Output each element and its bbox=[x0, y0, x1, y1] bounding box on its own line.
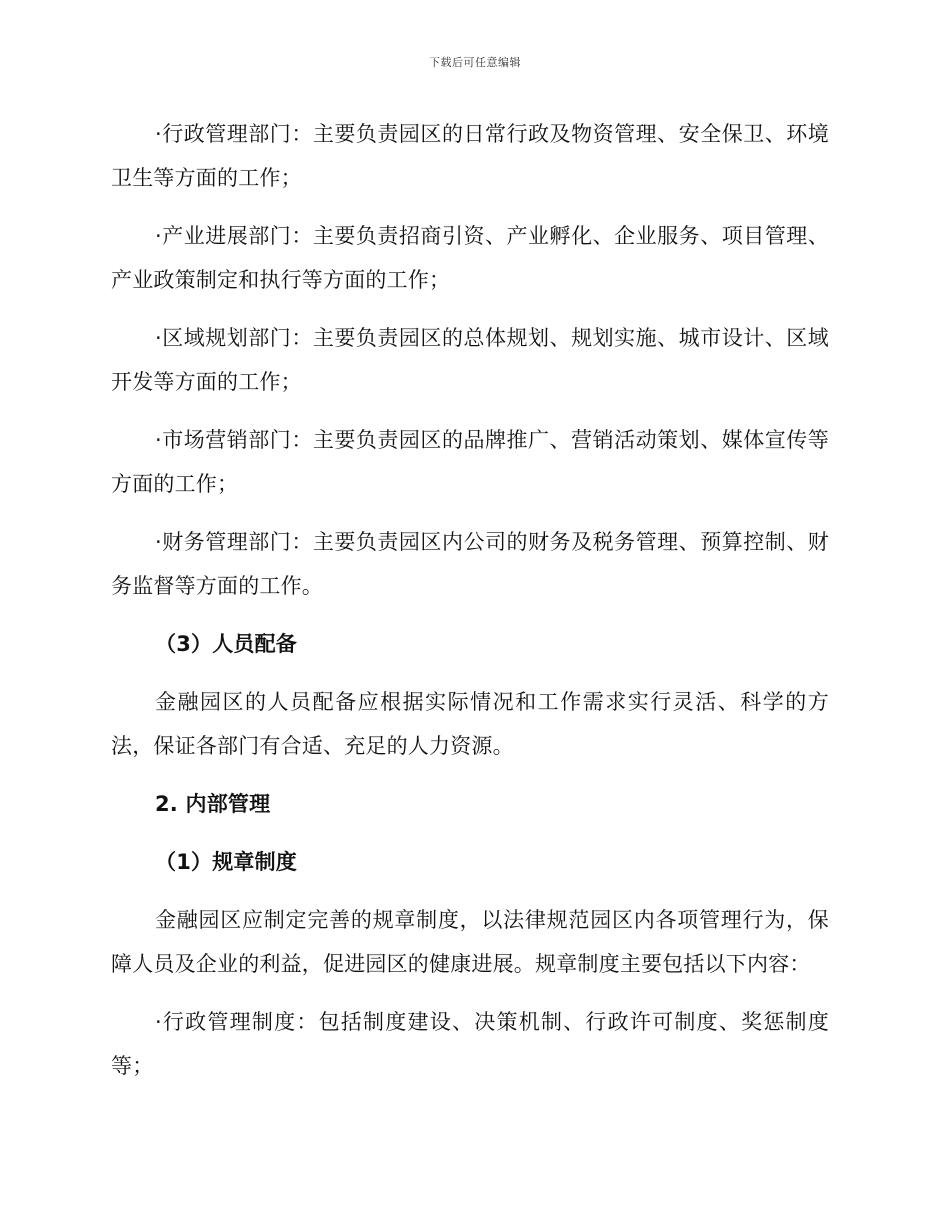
paragraph-regulations: 金融园区应制定完善的规章制度，以法律规范园区内各项管理行为，保障人员及企业的利益，促进园区的健康进展。规章制度主要包括以下内容： bbox=[111, 908, 829, 976]
bullet-admin-regulations: ·行政管理制度：包括制度建设、决策机制、行政许可制度、奖惩制度等； bbox=[111, 1010, 829, 1078]
page-header: 下载后可任意编辑 bbox=[429, 56, 521, 69]
paragraph-staffing: 金融园区的人员配备应根据实际情况和工作需求实行灵活、科学的方法，保证各部门有合适、充足的人力资源。 bbox=[111, 690, 829, 758]
bullet-planning-dept: ·区域规划部门：主要负责园区的总体规划、规划实施、城市设计、区域开发等方面的工作； bbox=[111, 326, 829, 394]
section-heading-regulations: （1）规章制度 bbox=[155, 850, 298, 874]
section-heading-internal-management: 2. 内部管理 bbox=[155, 792, 271, 816]
section-heading-staffing: （3）人员配备 bbox=[155, 632, 298, 656]
bullet-finance-dept: ·财务管理部门：主要负责园区内公司的财务及税务管理、预算控制、财务监督等方面的工作。 bbox=[111, 530, 829, 598]
bullet-admin-dept: ·行政管理部门：主要负责园区的日常行政及物资管理、安全保卫、环境卫生等方面的工作； bbox=[111, 122, 829, 190]
document-body bbox=[111, 112, 829, 1102]
bullet-industry-dept: ·产业进展部门：主要负责招商引资、产业孵化、企业服务、项目管理、产业政策制定和执行等方面的工作； bbox=[111, 224, 829, 292]
bullet-marketing-dept: ·市场营销部门：主要负责园区的品牌推广、营销活动策划、媒体宣传等方面的工作； bbox=[111, 428, 829, 496]
